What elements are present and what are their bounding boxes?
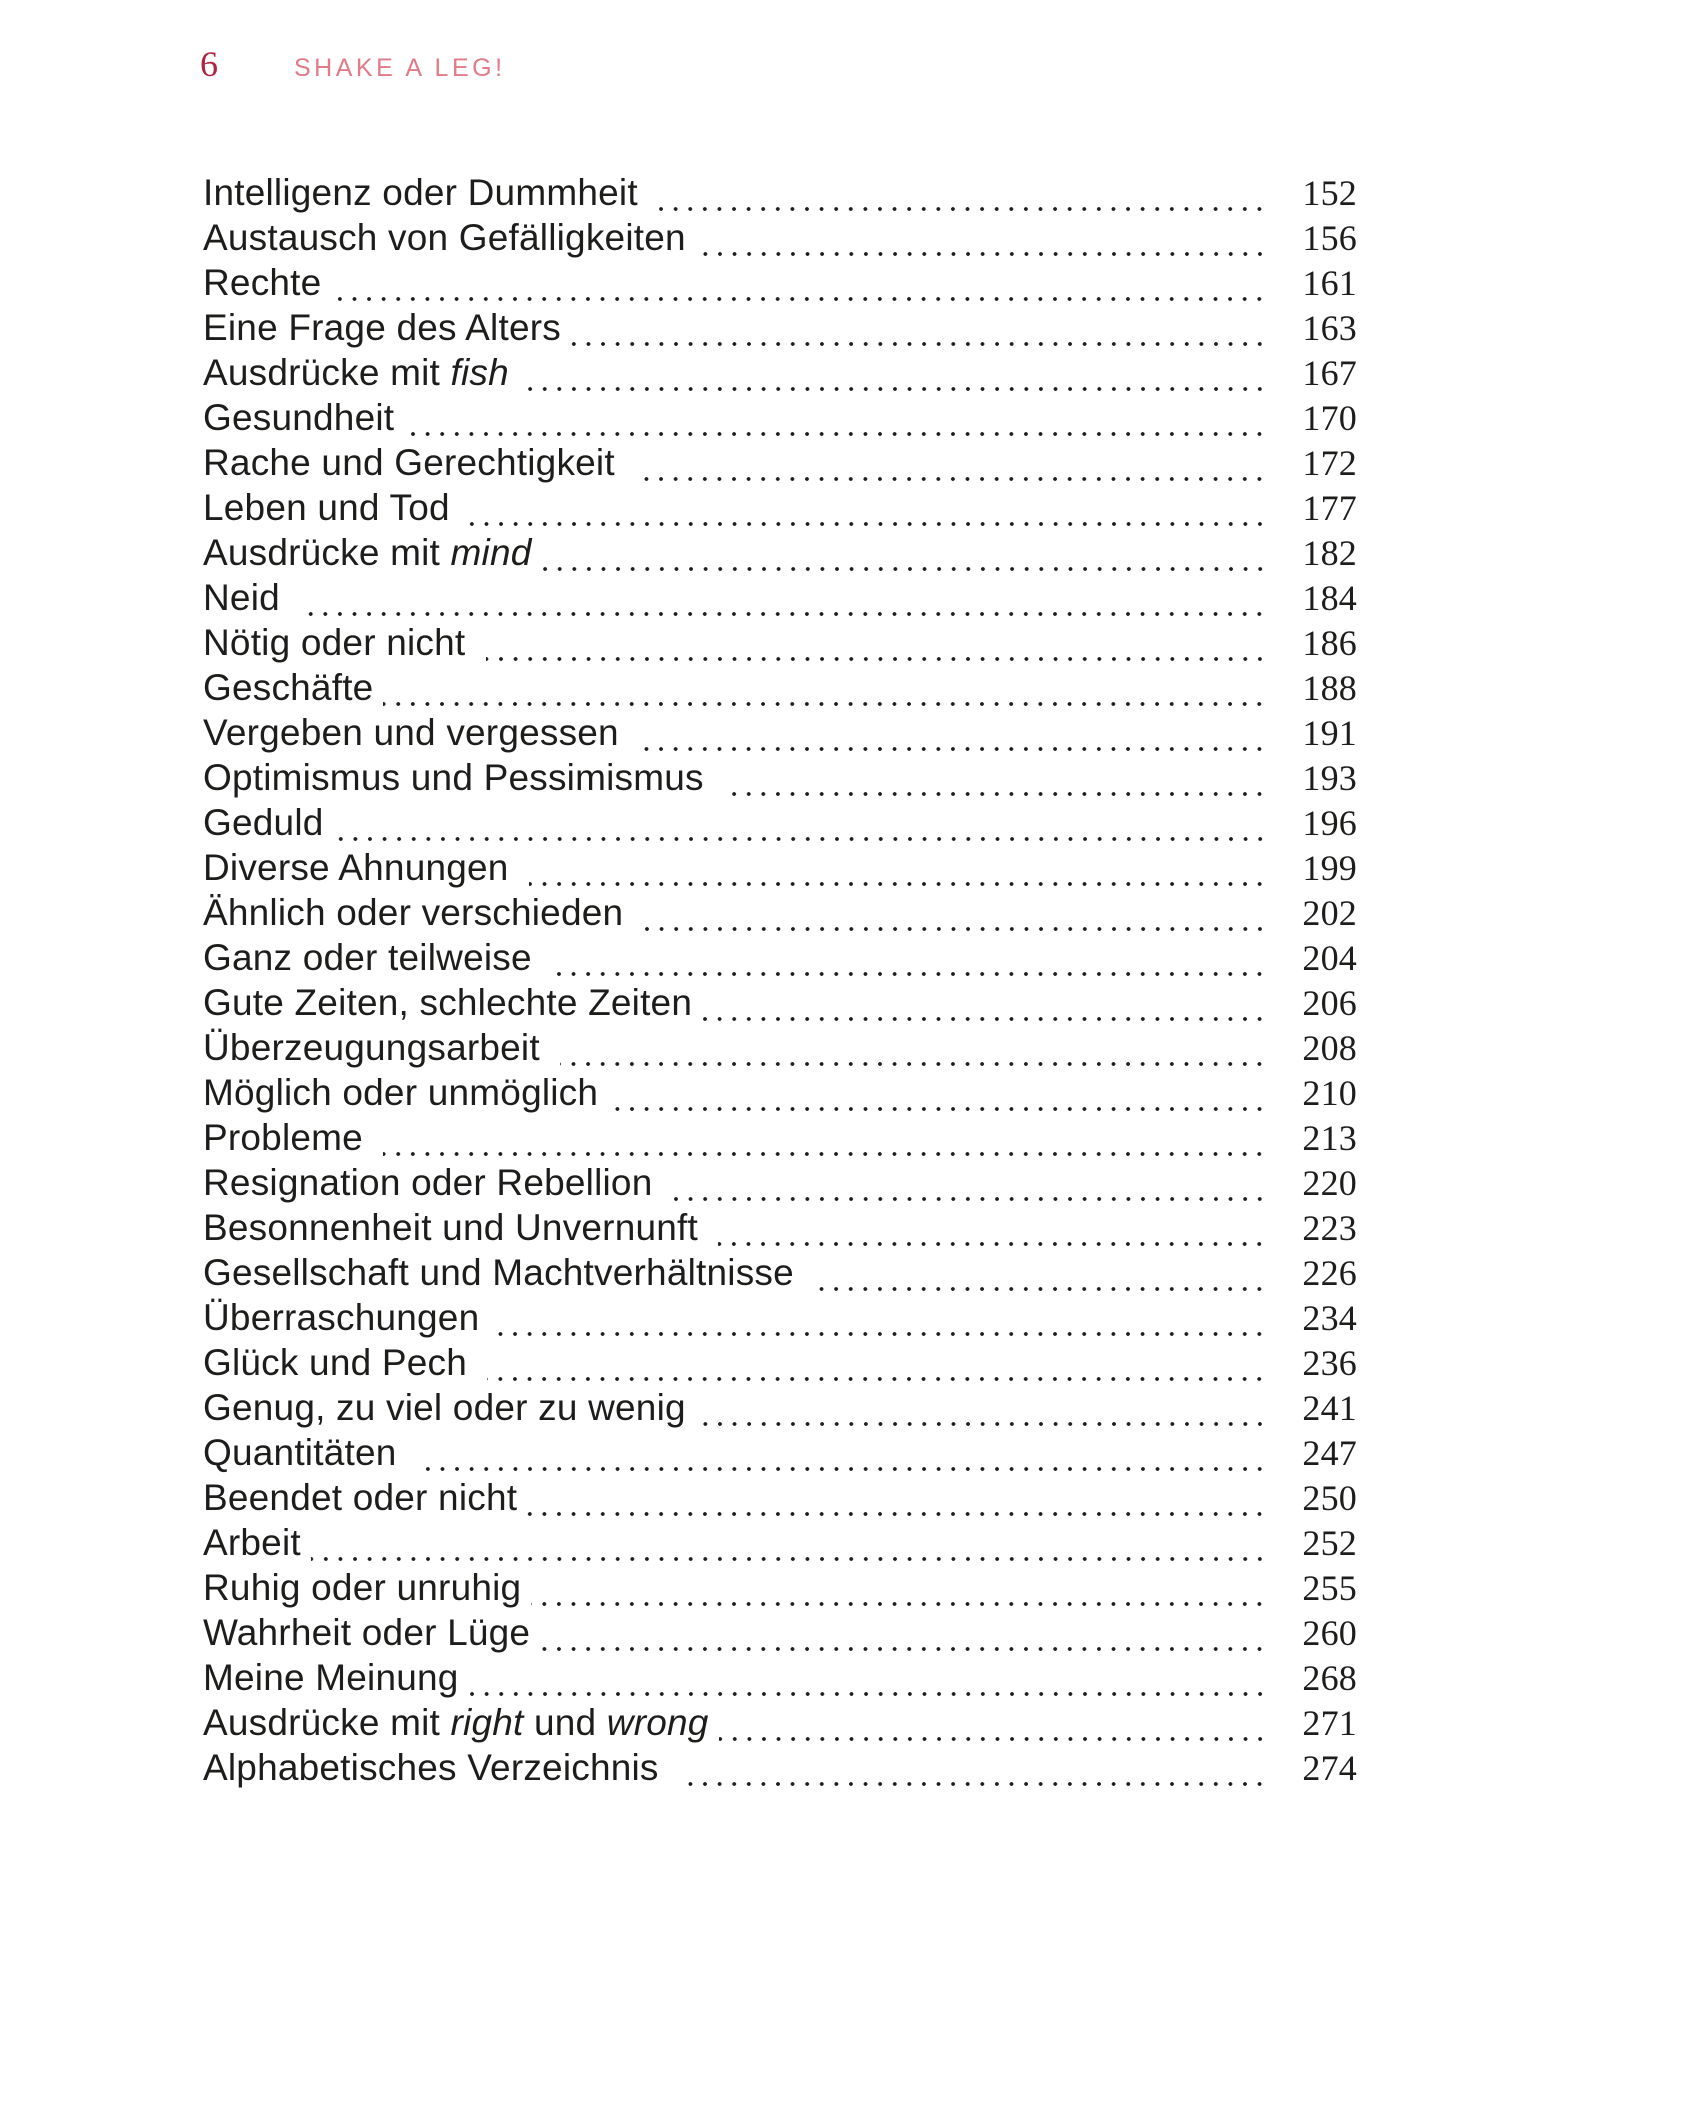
toc-entry-title: Probleme — [203, 1117, 374, 1158]
toc-entry-page: 271 — [1302, 1703, 1357, 1743]
toc-entry-page: 236 — [1302, 1343, 1357, 1383]
toc-entry-title: Nötig oder nicht — [203, 622, 476, 663]
dot-leader — [696, 1387, 1267, 1432]
toc-entry-title: Ausdrücke mit mind — [203, 532, 532, 573]
toc-entry-title: Diverse Ahnungen — [203, 847, 520, 888]
toc-entry-title: Neid — [203, 577, 291, 618]
dot-leader — [718, 1207, 1267, 1252]
toc-entry-title: Gute Zeiten, schlechte Zeiten — [203, 982, 693, 1023]
toc-entry-title: Alphabetisches Verzeichnis — [203, 1747, 670, 1788]
toc-entry-page: 161 — [1302, 263, 1357, 303]
toc-entry-page: 210 — [1302, 1073, 1357, 1113]
toc-entry-title: Überzeugungsarbeit — [203, 1027, 551, 1068]
toc-entry — [203, 802, 1357, 847]
toc-entry-page: 152 — [1302, 173, 1357, 213]
toc-entry — [203, 397, 1357, 442]
toc-entry-title: Genug, zu viel oder zu wenig — [203, 1387, 686, 1428]
toc-entry-title: Gesundheit — [203, 397, 395, 438]
toc-entry — [203, 1072, 1357, 1117]
toc-entry-page: 177 — [1302, 488, 1357, 528]
toc-entry — [203, 532, 1357, 577]
toc-entry-page: 186 — [1302, 623, 1357, 663]
toc-entry — [203, 1747, 1357, 1792]
dot-leader — [542, 532, 1268, 577]
dot-leader — [571, 307, 1267, 352]
toc-entry-title: Geduld — [203, 802, 324, 843]
toc-entry-title: Vergeben und vergessen — [203, 712, 630, 753]
dot-leader — [300, 577, 1267, 622]
toc-entry — [203, 622, 1357, 667]
toc-entry-page: 188 — [1302, 668, 1357, 708]
toc-entry-title: Möglich oder unmöglich — [203, 1072, 599, 1113]
dot-leader — [560, 1027, 1267, 1072]
dot-leader — [404, 397, 1267, 442]
dot-leader — [639, 712, 1267, 757]
toc-entry — [203, 1207, 1357, 1252]
toc-entry-title: Gesellschaft und Machtverhältnisse — [203, 1252, 805, 1293]
toc-entry-page: 226 — [1302, 1253, 1357, 1293]
toc-entry — [203, 982, 1357, 1027]
toc-entry-title: Ganz oder teilweise — [203, 937, 543, 978]
toc-entry — [203, 217, 1357, 262]
dot-leader — [527, 1477, 1267, 1522]
toc-entry-title: Eine Frage des Alters — [203, 307, 561, 348]
toc-entry-page: 202 — [1302, 893, 1357, 933]
toc-entry-page: 274 — [1302, 1748, 1357, 1788]
dot-leader — [519, 352, 1267, 397]
dot-leader — [489, 1297, 1267, 1342]
dot-leader — [531, 1567, 1267, 1612]
toc-entry-title: Ausdrücke mit right und wrong — [203, 1702, 709, 1743]
toc-entry — [203, 1297, 1357, 1342]
toc-entry-page: 163 — [1302, 308, 1357, 348]
toc-entry — [203, 1702, 1357, 1747]
toc-entry-title: Meine Meinung — [203, 1657, 459, 1698]
toc-entry-page: 172 — [1302, 443, 1357, 483]
dot-leader — [635, 442, 1267, 487]
dot-leader — [334, 802, 1267, 847]
toc-entry-page: 234 — [1302, 1298, 1357, 1338]
toc-entry-page: 241 — [1302, 1388, 1357, 1428]
dot-leader — [486, 622, 1267, 667]
toc-entry-page: 247 — [1302, 1433, 1357, 1473]
toc-entry — [203, 667, 1357, 712]
toc-entry-page: 206 — [1302, 983, 1357, 1023]
toc-entry-title: Leben und Tod — [203, 487, 450, 528]
dot-leader — [608, 1072, 1267, 1117]
toc-entry — [203, 1117, 1357, 1162]
toc-entry-page: 170 — [1302, 398, 1357, 438]
toc-entry — [203, 352, 1357, 397]
toc-entry — [203, 262, 1357, 307]
toc-entry-page: 213 — [1302, 1118, 1357, 1158]
dot-leader — [529, 847, 1267, 892]
toc-entry-title: Resignation oder Rebellion — [203, 1162, 663, 1203]
toc-entry — [203, 442, 1357, 487]
toc-entry — [203, 1252, 1357, 1297]
dot-leader — [658, 172, 1267, 217]
toc-entry — [203, 1027, 1357, 1072]
toc-entry — [203, 1522, 1357, 1567]
dot-leader — [702, 982, 1267, 1027]
dot-leader — [552, 937, 1267, 982]
toc-entry-page: 156 — [1302, 218, 1357, 258]
toc-entry-page: 196 — [1302, 803, 1357, 843]
dot-leader — [383, 667, 1267, 712]
toc-entry-title: Geschäfte — [203, 667, 374, 708]
toc-entry-title: Quantitäten — [203, 1432, 407, 1473]
toc-entry-title: Rache und Gerechtigkeit — [203, 442, 626, 483]
dot-leader — [673, 1162, 1267, 1207]
dot-leader — [644, 892, 1267, 937]
toc-entry — [203, 937, 1357, 982]
toc-entry — [203, 577, 1357, 622]
toc-entry-page: 268 — [1302, 1658, 1357, 1698]
toc-entry-page: 220 — [1302, 1163, 1357, 1203]
toc-entry — [203, 1657, 1357, 1702]
toc-entry-title: Überraschungen — [203, 1297, 480, 1338]
dot-leader — [487, 1342, 1267, 1387]
page-number: 6 — [200, 44, 218, 84]
toc-entry-page: 184 — [1302, 578, 1357, 618]
dot-leader — [696, 217, 1267, 262]
toc-entry — [203, 1432, 1357, 1477]
dot-leader — [724, 757, 1267, 802]
dot-leader — [469, 1657, 1267, 1702]
toc-entry-title: Optimismus und Pessimismus — [203, 757, 715, 798]
toc-entry-page: 255 — [1302, 1568, 1357, 1608]
toc-entry-page: 208 — [1302, 1028, 1357, 1068]
toc-entry-page: 193 — [1302, 758, 1357, 798]
running-title: SHAKE A LEG! — [294, 54, 506, 82]
page-header — [200, 46, 506, 82]
toc-entry — [203, 1567, 1357, 1612]
toc-entry — [203, 1162, 1357, 1207]
dot-leader — [460, 487, 1267, 532]
toc-entry — [203, 712, 1357, 757]
toc-entry-page: 199 — [1302, 848, 1357, 888]
toc-entry-title: Austausch von Gefälligkeiten — [203, 217, 686, 258]
dot-leader — [417, 1432, 1267, 1477]
toc-entry-page: 223 — [1302, 1208, 1357, 1248]
toc-entry-title: Ruhig oder unruhig — [203, 1567, 522, 1608]
toc-entry — [203, 1477, 1357, 1522]
toc-entry-page: 182 — [1302, 533, 1357, 573]
toc-list — [203, 172, 1357, 1792]
toc-entry — [203, 1342, 1357, 1387]
toc-entry-title: Beendet oder nicht — [203, 1477, 518, 1518]
toc-entry-title: Glück und Pech — [203, 1342, 478, 1383]
dot-leader — [719, 1702, 1267, 1747]
dot-leader — [679, 1747, 1267, 1792]
toc-entry — [203, 1387, 1357, 1432]
dot-leader — [540, 1612, 1267, 1657]
toc-entry — [203, 892, 1357, 937]
dot-leader — [383, 1117, 1267, 1162]
dot-leader — [331, 262, 1267, 307]
toc-entry-page: 191 — [1302, 713, 1357, 753]
toc-entry-page: 250 — [1302, 1478, 1357, 1518]
toc-entry — [203, 307, 1357, 352]
toc-entry-title: Wahrheit oder Lüge — [203, 1612, 531, 1653]
toc-entry-title: Rechte — [203, 262, 322, 303]
dot-leader — [311, 1522, 1267, 1567]
toc-entry — [203, 172, 1357, 217]
toc-entry — [203, 1612, 1357, 1657]
toc-entry — [203, 847, 1357, 892]
toc-entry-page: 204 — [1302, 938, 1357, 978]
toc-entry-title: Ausdrücke mit fish — [203, 352, 509, 393]
toc-entry — [203, 757, 1357, 802]
dot-leader — [814, 1252, 1267, 1297]
toc-entry — [203, 487, 1357, 532]
toc-entry-title: Ähnlich oder verschieden — [203, 892, 634, 933]
toc-entry-title: Arbeit — [203, 1522, 301, 1563]
toc-entry-page: 252 — [1302, 1523, 1357, 1563]
toc-entry-title: Intelligenz oder Dummheit — [203, 172, 649, 213]
toc-entry-page: 167 — [1302, 353, 1357, 393]
toc-entry-title: Besonnenheit und Unvernunft — [203, 1207, 709, 1248]
toc-entry-page: 260 — [1302, 1613, 1357, 1653]
